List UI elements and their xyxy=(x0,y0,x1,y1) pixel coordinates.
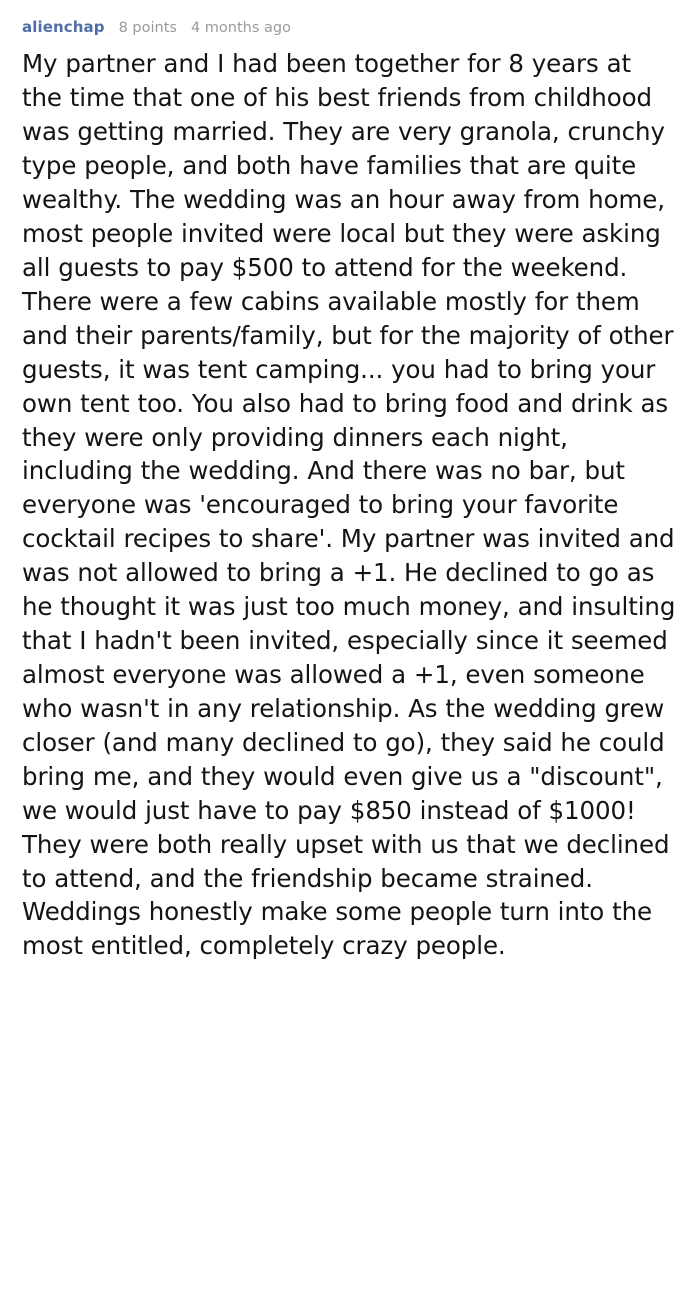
comment-meta xyxy=(22,18,678,37)
comment-author[interactable]: alienchap xyxy=(22,18,105,36)
comment-body-text: My partner and I had been together for 8 years at the time that one of his best friends from childhood was getting married. They are very granola, crunchy type people, and both have families that are quite wealthy. The wedding was an hour away from home, most people invited were local but they were asking all guests to pay $500 to attend for the weekend. There were a few cabins available mostly for them and their parents/family, but for the majority of other guests, it was tent camping... you had to bring your own tent too. You also had to bring food and drink as they were only providing dinners each night, including the wedding. And there was no bar, but everyone was 'encouraged to bring your favorite cocktail recipes to share'. My partner was invited and was not allowed to bring a +1. He declined to go as he thought it was just too much money, and insulting that I hadn't been invited, especially since it seemed almost everyone was allowed a +1, even someone who wasn't in any relationship. As the wedding grew closer (and many declined to go), they said he could bring me, and they would even give us a "discount", we would just have to pay $850 instead of $1000! They were both really upset with us that we declined to attend, and the friendship became strained. Weddings honestly make some people turn into the most entitled, completely crazy people. xyxy=(22,49,676,961)
comment-points: 8 points xyxy=(118,20,177,36)
comment-body xyxy=(22,47,678,963)
comment-timestamp: 4 months ago xyxy=(190,20,291,36)
